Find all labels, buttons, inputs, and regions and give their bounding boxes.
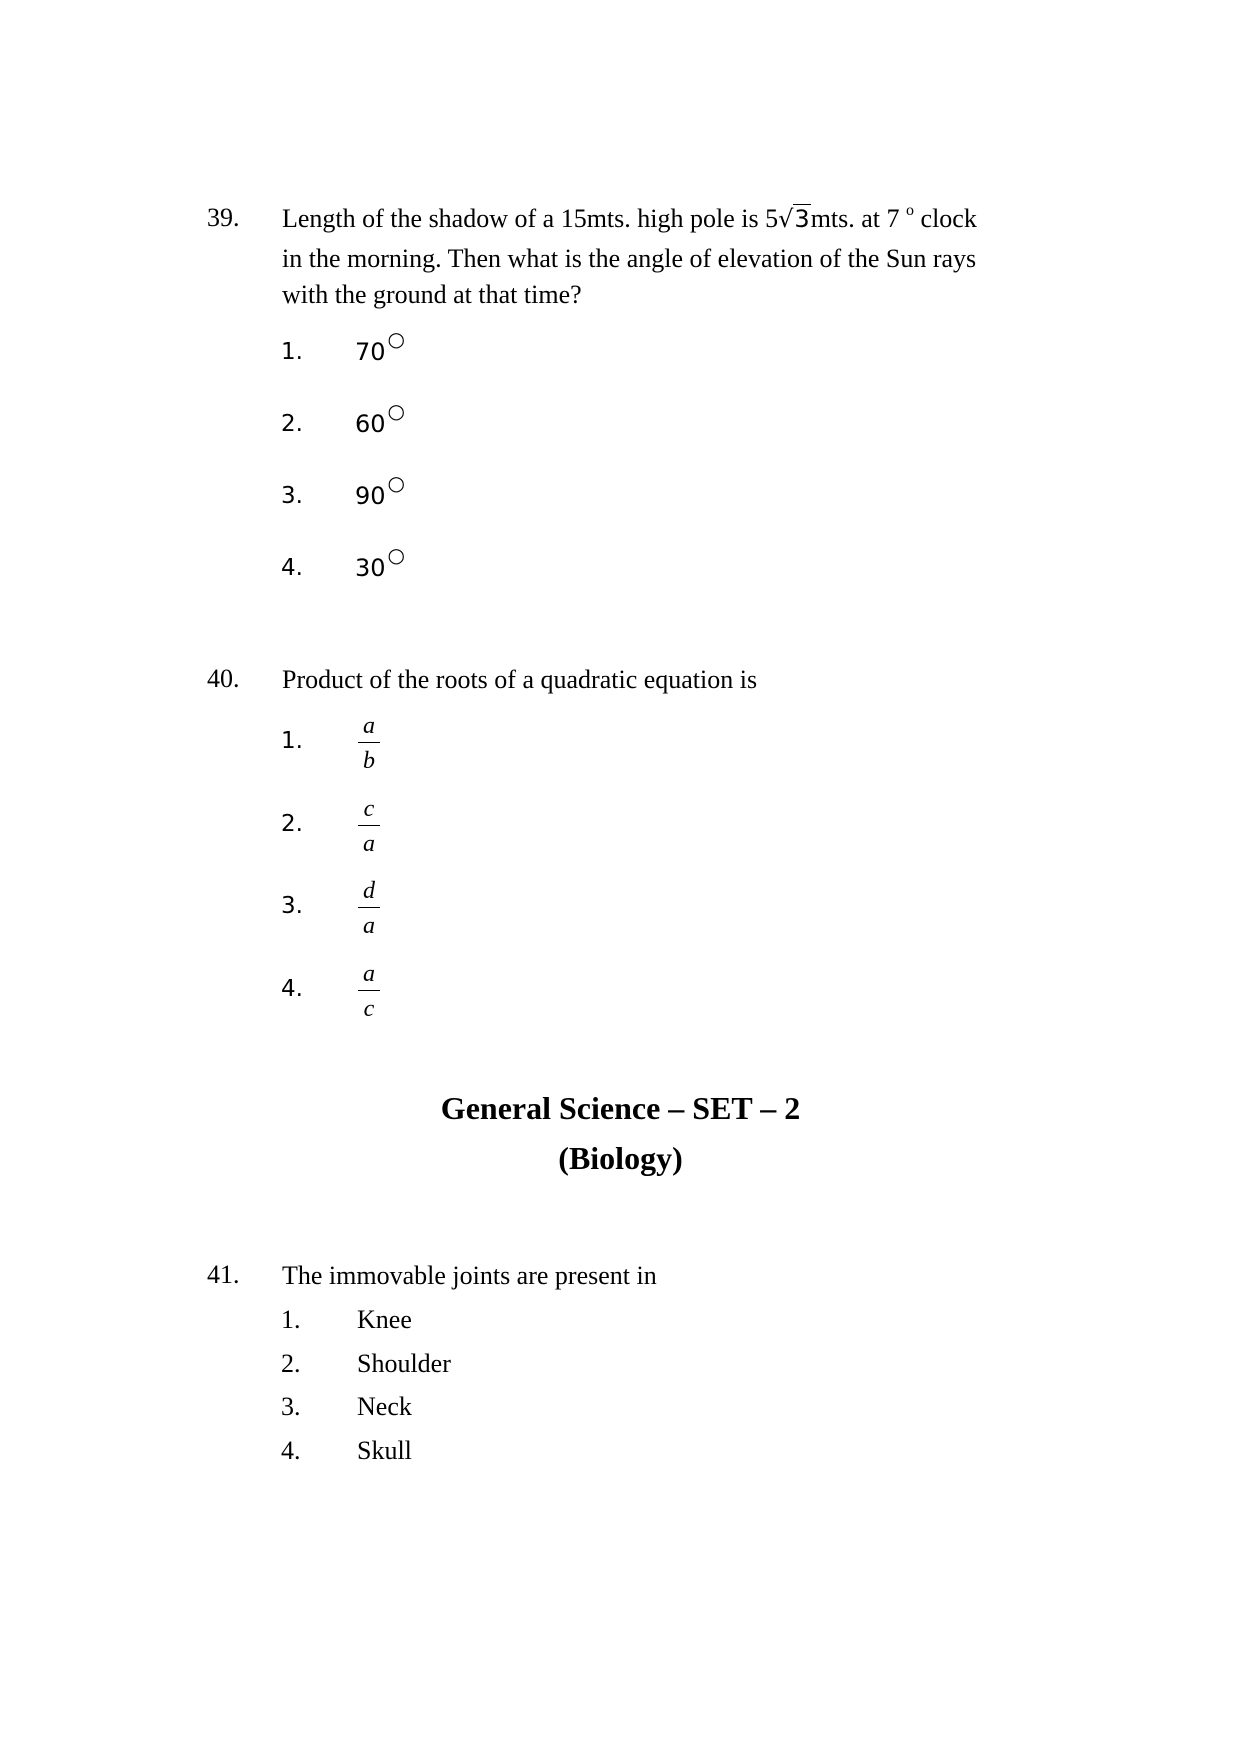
denominator: a: [363, 831, 375, 857]
option-value: [355, 543, 405, 582]
option-value: Neck: [357, 1392, 412, 1421]
numerator: a: [363, 961, 375, 987]
fraction-bar: [358, 990, 380, 991]
section-title: General Science – SET – 2: [440, 1090, 801, 1126]
fraction-bar: [358, 742, 380, 743]
question-text-part: mts. at 7: [810, 204, 907, 233]
option-number: 4.: [281, 976, 303, 1002]
option-value: [355, 327, 405, 366]
question-text: The immovable joints are present in: [282, 1261, 657, 1290]
numerator: c: [363, 796, 375, 822]
option-number: 2.: [281, 811, 303, 837]
question-text-part: clock: [914, 204, 977, 233]
fraction-bar: [358, 907, 380, 908]
option-number: 1.: [281, 1305, 301, 1334]
numerator: d: [363, 878, 375, 904]
option-value-number: 70: [355, 338, 386, 366]
radical-sign: √: [778, 205, 794, 233]
degree-icon: ○: [387, 543, 405, 567]
option-value: Skull: [357, 1436, 412, 1465]
option-value-number: 30: [355, 554, 386, 582]
question-text-line: [282, 201, 1022, 241]
option-number: 2.: [281, 411, 303, 437]
option-value-number: 90: [355, 482, 386, 510]
section-subtitle: (Biology): [558, 1140, 683, 1176]
radicand: 3: [794, 205, 810, 233]
square-root: [778, 201, 811, 237]
option-number: 2.: [281, 1349, 301, 1378]
degree-icon: ○: [387, 399, 405, 423]
question-text-part: Length of the shadow of a 15mts. high pole is 5: [282, 204, 779, 233]
superscript: o: [906, 202, 915, 219]
option-value: Shoulder: [357, 1349, 451, 1378]
question-number: 39.: [207, 203, 240, 232]
question-text: Product of the roots of a quadratic equation is: [282, 665, 758, 694]
question-text-line: with the ground at that time?: [282, 280, 582, 309]
denominator: b: [363, 748, 375, 774]
numerator: a: [363, 713, 375, 739]
option-number: 4.: [281, 1436, 301, 1465]
fraction: [358, 877, 380, 940]
option-number: 4.: [281, 555, 303, 581]
option-number: 1.: [281, 339, 303, 365]
option-value: [355, 399, 405, 438]
degree-icon: ○: [387, 327, 405, 351]
option-number: 3.: [281, 893, 303, 919]
option-number: 3.: [281, 483, 303, 509]
fraction-bar: [358, 825, 380, 826]
option-number: 3.: [281, 1392, 301, 1421]
question-number: 41.: [207, 1260, 240, 1289]
question-number: 40.: [207, 664, 240, 693]
question-text: [282, 201, 1022, 313]
denominator: a: [363, 913, 375, 939]
fraction: [358, 795, 380, 858]
option-value: Knee: [357, 1305, 412, 1334]
option-value-number: 60: [355, 410, 386, 438]
degree-icon: ○: [387, 471, 405, 495]
option-number: 1.: [281, 728, 303, 754]
denominator: c: [363, 996, 375, 1022]
option-value: [355, 471, 405, 510]
fraction: [358, 960, 380, 1023]
fraction: [358, 712, 380, 775]
question-text-line: in the morning. Then what is the angle of elevation of the Sun rays: [282, 244, 977, 273]
